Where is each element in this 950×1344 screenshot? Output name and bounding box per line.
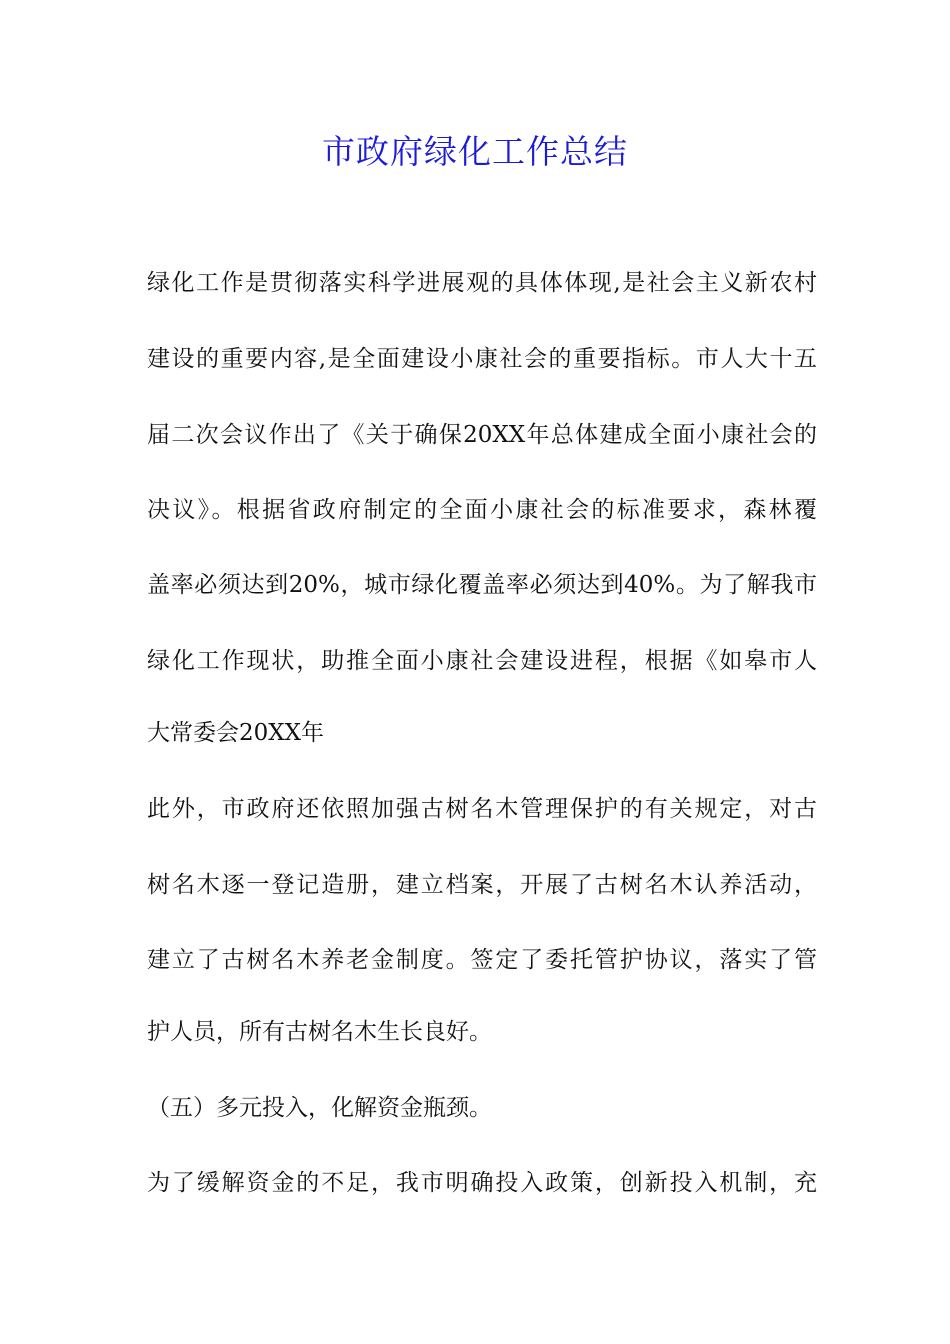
- paragraph-line-8: 此外，市政府还依照加强古树名木管理保护的有关规定，对古: [147, 796, 817, 822]
- paragraph-line-11: 护人员，所有古树名木生长良好。: [147, 1019, 492, 1045]
- paragraph-line-2: 建设的重要内容,是全面建设小康社会的重要指标。市人大十五: [147, 346, 817, 372]
- paragraph-line-10: 建立了古树名木养老金制度。签定了委托管护协议，落实了管: [147, 947, 817, 973]
- paragraph-line-5: 盖率必须达到20%，城市绿化覆盖率必须达到40%。为了解我市: [147, 572, 817, 598]
- section-heading: （五）多元投入，化解资金瓶颈。: [147, 1095, 492, 1121]
- paragraph-line-6: 绿化工作现状，助推全面小康社会建设进程，根据《如皋市人: [147, 648, 817, 674]
- document-title: 市政府绿化工作总结: [322, 132, 628, 171]
- paragraph-line-13: 为了缓解资金的不足，我市明确投入政策，创新投入机制，充: [147, 1170, 817, 1196]
- paragraph-line-3: 届二次会议作出了《关于确保20XX年总体建成全面小康社会的: [147, 422, 817, 448]
- paragraph-line-7: 大常委会20XX年: [147, 720, 325, 746]
- paragraph-line-4: 决议》。根据省政府制定的全面小康社会的标准要求，森林覆: [147, 497, 817, 523]
- paragraph-line-1: 绿化工作是贯彻落实科学进展观的具体体现,是社会主义新农村: [147, 270, 817, 296]
- paragraph-line-9: 树名木逐一登记造册，建立档案，开展了古树名木认养活动，: [147, 872, 817, 898]
